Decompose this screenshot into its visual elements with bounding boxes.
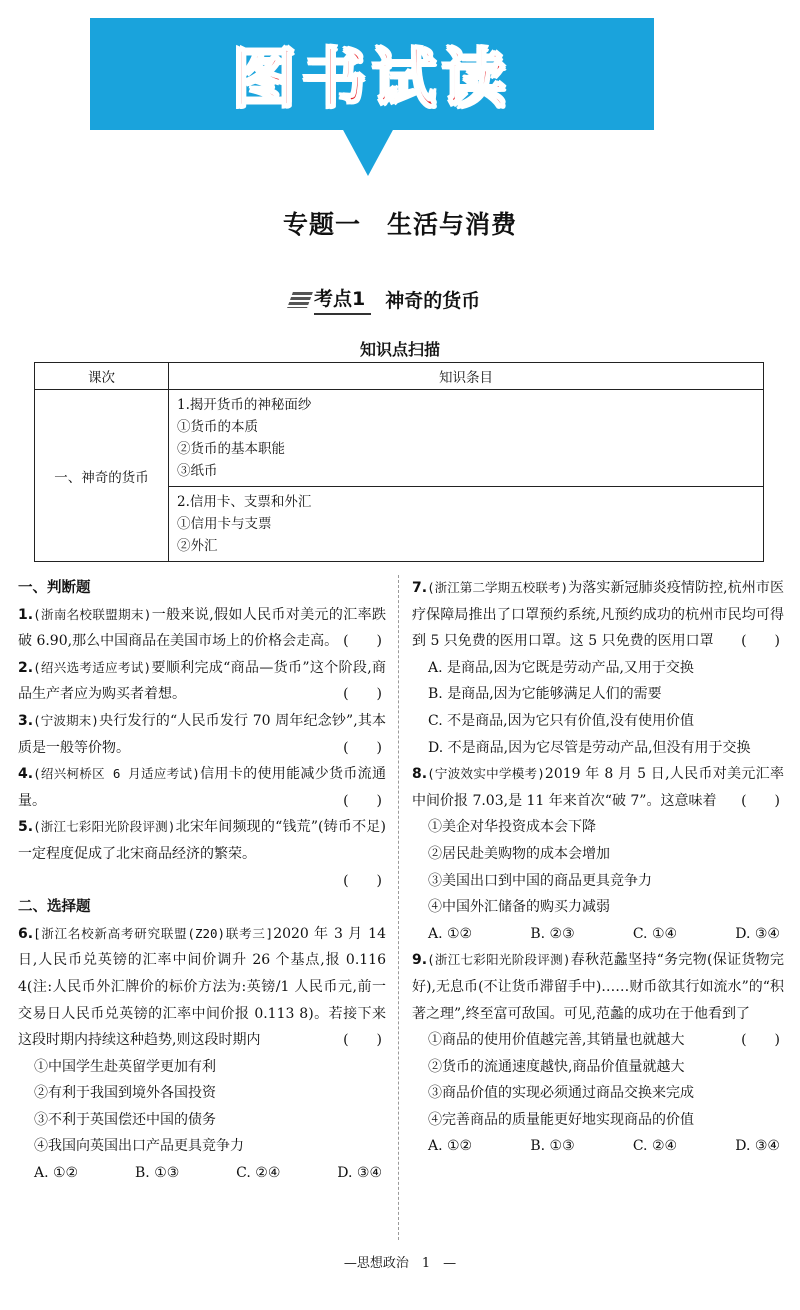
statement-item: ①美企对华投资成本会下降 [428, 819, 596, 836]
question-8 [412, 761, 784, 814]
statement-item: ①商品的使用价值越完善,其销量也就越大 [428, 1032, 685, 1049]
answer-blank[interactable]: ( ) [741, 1032, 780, 1049]
question-text: 信用卡的使用能减少货币流通量。 [18, 766, 386, 809]
question-text: 为落实新冠肺炎疫情防控,杭州市医疗保障局推出了口罩预约系统,凡预约成功的杭州市民均可得到 5 只免费的医用口罩。这 5 只免费的医用口罩 [412, 580, 784, 650]
question-source: (浙江七彩阳光阶段评测) [427, 952, 571, 968]
answer-blank[interactable]: ( ) [343, 739, 382, 756]
block-line: ②外汇 [177, 538, 218, 554]
topic-title: 专题一 生活与消费 [282, 210, 517, 239]
answer-blank[interactable]: ( ) [343, 872, 382, 889]
option-a[interactable]: A. ①② [34, 1165, 79, 1182]
statement-item: ①中国学生赴英留学更加有利 [34, 1058, 216, 1075]
question-source: (浙江第二学期五校联考) [427, 580, 569, 595]
question-number: 8. [412, 766, 428, 783]
stripes-icon [287, 292, 313, 308]
option-c[interactable]: C. ②④ [632, 1138, 678, 1155]
section-judgment-title: 一、判断题 [18, 580, 91, 596]
question-1 [18, 602, 386, 655]
header-items: 知识条目 [169, 363, 764, 390]
statement-item: ②货币的流通速度越快,商品价值量就越大 [428, 1058, 685, 1075]
statement-item: ②有利于我国到境外各国投资 [34, 1085, 216, 1102]
answer-blank[interactable]: ( ) [343, 792, 382, 809]
option-d[interactable]: D. ③④ [337, 1165, 382, 1182]
question-source: (浙南名校联盟期末) [33, 606, 152, 622]
question-source: (宁波效实中学模考) [427, 766, 545, 782]
question-number: 2. [18, 659, 34, 676]
choice-b[interactable]: B. 是商品,因为它能够满足人们的需要 [428, 686, 662, 703]
choice-c[interactable]: C. 不是商品,因为它只有价值,没有使用价值 [428, 712, 695, 729]
question-text: 春秋范蠡坚持“务完物(保证货物完好),无息币(不让货币滞留手中)……财币欲其行如流水”的“积著之理”,终至富可敌国。可见,范蠡的成功在于他看到了 [412, 952, 784, 1022]
knowledge-table [34, 362, 764, 562]
question-6 [18, 921, 386, 1054]
banner-pointer [342, 128, 394, 176]
answer-options [18, 1160, 386, 1187]
question-4 [18, 761, 386, 814]
statement-item: ③美国出口到中国的商品更具竞争力 [428, 872, 652, 889]
statement-item: ②居民赴美购物的成本会增加 [428, 845, 610, 862]
option-b[interactable]: B. ②③ [530, 925, 575, 942]
question-source: (绍兴选考适应考试) [33, 659, 152, 675]
answer-blank[interactable]: ( ) [741, 792, 780, 809]
question-number: 5. [18, 819, 34, 836]
block-line: ①信用卡与支票 [177, 516, 272, 532]
answer-blank[interactable]: ( ) [343, 633, 382, 650]
option-d[interactable]: D. ③④ [735, 925, 780, 942]
kaodian-heading [290, 284, 480, 315]
kaodian-label: 考点1 [314, 284, 371, 315]
question-text: 要顺利完成“商品—货币”这个阶段,商品生产者应为购买者着想。 [18, 659, 386, 703]
question-text: 一般来说,假如人民币对美元的汇率跌破 6.90,那么中国商品在美国市场上的价格会走高。 [18, 606, 387, 650]
question-7 [412, 575, 784, 655]
section-choice-title: 二、选择题 [18, 899, 91, 916]
option-c[interactable]: C. ①④ [632, 925, 678, 942]
banner-title: 图书试读 [232, 43, 512, 117]
question-number: 3. [18, 712, 34, 729]
question-number: 7. [412, 580, 428, 596]
statement-item: ④中国外汇储备的购买力减弱 [428, 899, 610, 916]
option-a[interactable]: A. ①② [428, 925, 473, 942]
option-b[interactable]: B. ①③ [135, 1165, 180, 1182]
lesson-cell: 一、神奇的货币 [35, 390, 169, 562]
question-text: 央行发行的“人民币发行 70 周年纪念钞”,其本质是一般等价物。 [18, 712, 386, 756]
question-number: 1. [18, 606, 34, 623]
question-source: (宁波期末) [33, 712, 99, 728]
block-line: ②货币的基本职能 [177, 441, 285, 457]
answer-blank[interactable]: ( ) [741, 633, 780, 650]
question-5 [18, 814, 386, 894]
question-text: 2019 年 8 月 5 日,人民币对美元汇率中间价报 7.03,是 11 年来首次“破 7”。这意味着 [412, 766, 784, 809]
knowledge-block-1 [169, 390, 764, 487]
block-line: 1.揭开货币的神秘面纱 [177, 397, 312, 413]
question-source: (浙江七彩阳光阶段评测) [33, 819, 176, 835]
answer-blank[interactable]: ( ) [343, 1032, 382, 1049]
choice-d[interactable]: D. 不是商品,因为它尽管是劳动产品,但没有用于交换 [428, 739, 751, 756]
header-lesson: 课次 [35, 363, 169, 390]
option-d[interactable]: D. ③④ [735, 1138, 780, 1155]
statement-item: ③商品价值的实现必须通过商品交换来完成 [428, 1085, 694, 1102]
question-source: (绍兴柯桥区 6 月适应考试) [33, 766, 200, 782]
question-text: 2020 年 3 月 14 日,人民币兑英镑的汇率中间价调升 26 个基点,报 0.116 4(注:人民币外汇牌价的标价方法为:英镑/1 人民币元,前一交易日人民币兑英镑的汇率中间价报 0.113 8)。若接下来这段时期内持续这种趋势,则这段时期内 [18, 925, 387, 1049]
kaodian-topic: 神奇的货币 [385, 290, 481, 312]
page-footer: —思想政治 1 — [343, 1256, 457, 1271]
statement-item: ④我国向英国出口产品更具竞争力 [34, 1138, 244, 1155]
column-divider [398, 575, 399, 1240]
right-column [412, 575, 784, 1160]
question-2 [18, 655, 386, 708]
choice-a[interactable]: A. 是商品,因为它既是劳动产品,又用于交换 [428, 659, 694, 676]
statement-item: ④完善商品的质量能更好地实现商品的价值 [428, 1111, 694, 1128]
block-line: ①货币的本质 [177, 419, 258, 435]
knowledge-block-2 [169, 487, 764, 562]
answer-options [412, 921, 784, 948]
scan-title: 知识点扫描 [359, 340, 440, 359]
question-number: 9. [412, 952, 428, 969]
question-number: 6. [18, 925, 34, 942]
option-a[interactable]: A. ①② [428, 1138, 473, 1155]
question-text: 北宋年间频现的“钱荒”(铸币不足)一定程度促成了北宋商品经济的繁荣。 [18, 819, 386, 862]
option-b[interactable]: B. ①③ [530, 1138, 575, 1155]
block-line: ③纸币 [177, 463, 218, 479]
question-source: [浙江名校新高考研究联盟(Z20)联考三] [33, 925, 274, 941]
answer-blank[interactable]: ( ) [343, 686, 382, 703]
question-number: 4. [18, 766, 34, 783]
block-line: 2.信用卡、支票和外汇 [177, 494, 312, 510]
answer-options [412, 1133, 784, 1160]
statement-item: ③不利于英国偿还中国的债务 [34, 1111, 216, 1128]
option-c[interactable]: C. ②④ [236, 1165, 281, 1182]
left-column [18, 575, 386, 1187]
question-3 [18, 708, 386, 761]
